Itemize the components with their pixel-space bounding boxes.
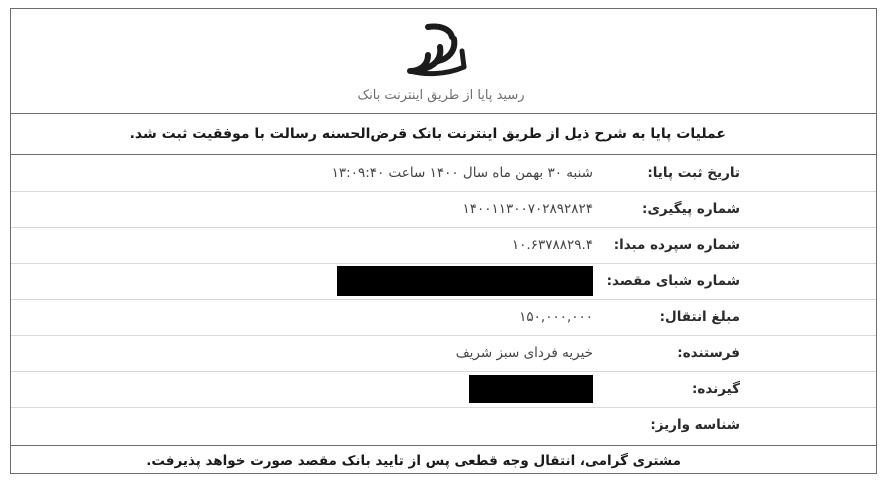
row-tracking-label: شماره پیگیری: bbox=[642, 201, 740, 217]
redaction-receiver bbox=[469, 375, 593, 403]
row-amount-value: ۱۵۰,۰۰۰,۰۰۰ bbox=[519, 309, 593, 325]
row-amount bbox=[11, 299, 876, 336]
row-tracking bbox=[11, 191, 876, 228]
row-date bbox=[11, 155, 876, 192]
receipt-header bbox=[11, 9, 876, 114]
receipt-card bbox=[10, 8, 877, 474]
row-date-label: تاریخ ثبت پایا: bbox=[647, 165, 740, 181]
redaction-sheba bbox=[337, 266, 593, 296]
bank-logo-icon bbox=[406, 21, 468, 79]
row-amount-label: مبلغ انتقال: bbox=[659, 309, 740, 325]
row-date-value: شنبه ۳۰ بهمن ماه سال ۱۴۰۰ ساعت ۱۳:۰۹:۴۰ bbox=[331, 165, 593, 181]
row-destination-sheba-label: شماره شبای مقصد: bbox=[606, 273, 740, 289]
row-destination-sheba bbox=[11, 263, 876, 300]
row-payment-id bbox=[11, 407, 876, 443]
row-source-deposit-value: ۱۰.۶۳۷۸۸۲۹.۴ bbox=[511, 237, 593, 253]
row-sender bbox=[11, 335, 876, 372]
row-tracking-value: ۱۴۰۰۱۱۳۰۰۷۰۲۸۹۲۸۲۴ bbox=[462, 201, 593, 217]
row-payment-id-label: شناسه واریز: bbox=[650, 417, 740, 433]
receipt-subtitle: رسید پایا از طریق اینترنت بانک bbox=[357, 88, 525, 103]
row-receiver-label: گیرنده: bbox=[692, 381, 740, 397]
row-receiver bbox=[11, 371, 876, 408]
customer-notice: مشتری گرامی، انتقال وجه قطعی پس از تایید بانک مقصد صورت خواهد پذیرفت. bbox=[11, 445, 876, 475]
row-sender-value: خیریه فردای سبز شریف bbox=[455, 345, 593, 361]
row-source-deposit-label: شماره سپرده مبدا: bbox=[613, 237, 740, 253]
row-source-deposit bbox=[11, 227, 876, 264]
row-sender-label: فرستنده: bbox=[677, 345, 740, 361]
success-banner: عملیات پایا به شرح ذیل از طریق اینترنت بانک قرض‌الحسنه رسالت با موفقیت ثبت شد. bbox=[11, 113, 876, 155]
